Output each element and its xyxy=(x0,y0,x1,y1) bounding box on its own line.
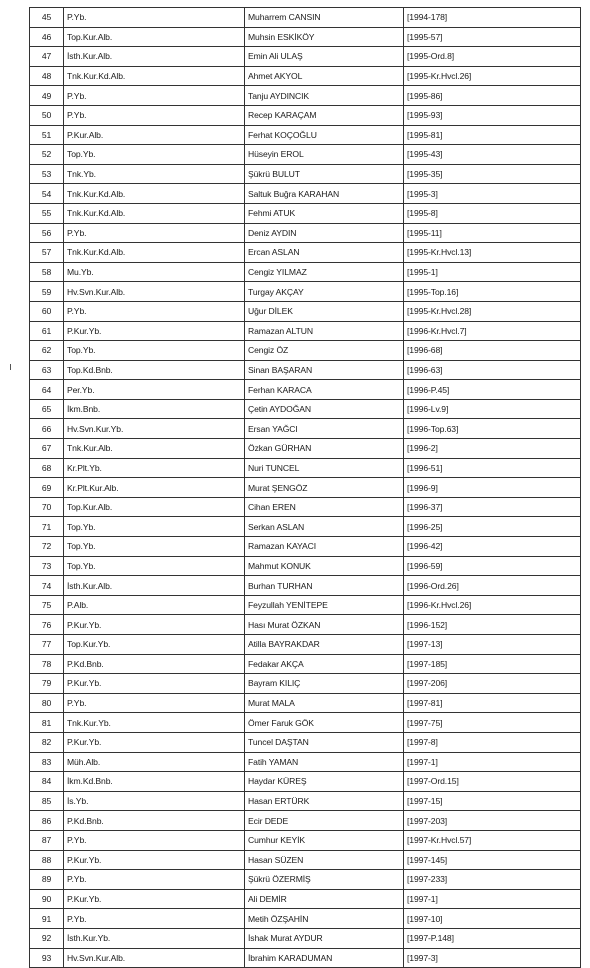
name-cell: Fedakar AKÇA xyxy=(245,654,404,674)
table-row xyxy=(30,909,581,929)
rank-cell: P.Kur.Yb. xyxy=(64,321,245,341)
reference-cell: [1996-63] xyxy=(404,360,581,380)
rank-cell: P.Kd.Bnb. xyxy=(64,811,245,831)
row-number: 57 xyxy=(30,243,64,263)
table-row xyxy=(30,164,581,184)
table-row xyxy=(30,948,581,968)
name-cell: Özkan GÜRHAN xyxy=(245,439,404,459)
row-number: 90 xyxy=(30,889,64,909)
row-number: 53 xyxy=(30,164,64,184)
rank-cell: Top.Yb. xyxy=(64,517,245,537)
row-number: 45 xyxy=(30,8,64,28)
name-cell: Murat MALA xyxy=(245,693,404,713)
rank-cell: P.Alb. xyxy=(64,595,245,615)
row-number: 82 xyxy=(30,732,64,752)
reference-cell: [1995-Top.16] xyxy=(404,282,581,302)
name-cell: Bayram KILIÇ xyxy=(245,674,404,694)
table-row xyxy=(30,341,581,361)
name-cell: Tuncel DAŞTAN xyxy=(245,732,404,752)
reference-cell: [1997-203] xyxy=(404,811,581,831)
name-cell: Metih ÖZŞAHİN xyxy=(245,909,404,929)
reference-cell: [1996-2] xyxy=(404,439,581,459)
name-cell: Haydar KÜREŞ xyxy=(245,772,404,792)
table-row xyxy=(30,66,581,86)
name-cell: Hası Murat ÖZKAN xyxy=(245,615,404,635)
reference-cell: [1997-13] xyxy=(404,635,581,655)
row-number: 55 xyxy=(30,203,64,223)
rank-cell: P.Kur.Yb. xyxy=(64,889,245,909)
rank-cell: İsth.Kur.Yb. xyxy=(64,928,245,948)
reference-cell: [1997-185] xyxy=(404,654,581,674)
rank-cell: Tnk.Kur.Alb. xyxy=(64,439,245,459)
reference-cell: [1995-93] xyxy=(404,105,581,125)
reference-cell: [1997-8] xyxy=(404,732,581,752)
row-number: 49 xyxy=(30,86,64,106)
row-number: 64 xyxy=(30,380,64,400)
table-row xyxy=(30,8,581,28)
rank-cell: Kr.Plt.Kur.Alb. xyxy=(64,478,245,498)
table-row xyxy=(30,537,581,557)
reference-cell: [1995-43] xyxy=(404,145,581,165)
rank-cell: P.Yb. xyxy=(64,105,245,125)
name-cell: İshak Murat AYDUR xyxy=(245,928,404,948)
rank-cell: P.Yb. xyxy=(64,223,245,243)
reference-cell: [1995-86] xyxy=(404,86,581,106)
name-cell: Uğur DİLEK xyxy=(245,301,404,321)
reference-cell: [1995-Kr.Hvcl.13] xyxy=(404,243,581,263)
reference-cell: [1996-51] xyxy=(404,458,581,478)
row-number: 54 xyxy=(30,184,64,204)
row-number: 74 xyxy=(30,576,64,596)
rank-cell: Müh.Alb. xyxy=(64,752,245,772)
name-cell: Tanju AYDINCIK xyxy=(245,86,404,106)
row-number: 79 xyxy=(30,674,64,694)
table-row xyxy=(30,262,581,282)
name-cell: Nuri TUNCEL xyxy=(245,458,404,478)
reference-cell: [1996-Ord.26] xyxy=(404,576,581,596)
name-cell: Ahmet AKYOL xyxy=(245,66,404,86)
rank-cell: Top.Kd.Bnb. xyxy=(64,360,245,380)
name-cell: Muhsin ESKİKÖY xyxy=(245,27,404,47)
row-number: 84 xyxy=(30,772,64,792)
margin-mark xyxy=(10,364,11,370)
name-cell: Fatih YAMAN xyxy=(245,752,404,772)
row-number: 70 xyxy=(30,497,64,517)
name-cell: Saltuk Buğra KARAHAN xyxy=(245,184,404,204)
name-cell: Şükrü ÖZERMİŞ xyxy=(245,870,404,890)
table-row xyxy=(30,145,581,165)
rank-cell: P.Yb. xyxy=(64,86,245,106)
rank-cell: Hv.Svn.Kur.Alb. xyxy=(64,948,245,968)
row-number: 65 xyxy=(30,399,64,419)
row-number: 83 xyxy=(30,752,64,772)
personnel-table xyxy=(29,7,581,968)
table-row xyxy=(30,850,581,870)
table-row xyxy=(30,399,581,419)
reference-cell: [1995-Kr.Hvcl.26] xyxy=(404,66,581,86)
table-row xyxy=(30,419,581,439)
row-number: 67 xyxy=(30,439,64,459)
name-cell: Murat ŞENGÖZ xyxy=(245,478,404,498)
rank-cell: Top.Kur.Alb. xyxy=(64,497,245,517)
table-row xyxy=(30,458,581,478)
name-cell: Ersan YAĞCI xyxy=(245,419,404,439)
reference-cell: [1996-Kr.Hvcl.26] xyxy=(404,595,581,615)
row-number: 66 xyxy=(30,419,64,439)
rank-cell: Tnk.Kur.Yb. xyxy=(64,713,245,733)
name-cell: Hasan SÜZEN xyxy=(245,850,404,870)
name-cell: Şükrü BULUT xyxy=(245,164,404,184)
rank-cell: P.Yb. xyxy=(64,909,245,929)
name-cell: Serkan ASLAN xyxy=(245,517,404,537)
name-cell: Feyzullah YENİTEPE xyxy=(245,595,404,615)
row-number: 73 xyxy=(30,556,64,576)
table-row xyxy=(30,125,581,145)
rank-cell: Top.Yb. xyxy=(64,537,245,557)
rank-cell: P.Kur.Alb. xyxy=(64,125,245,145)
rank-cell: Tnk.Kur.Kd.Alb. xyxy=(64,243,245,263)
name-cell: Ramazan KAYACI xyxy=(245,537,404,557)
reference-cell: [1996-P.45] xyxy=(404,380,581,400)
row-number: 81 xyxy=(30,713,64,733)
table-row xyxy=(30,223,581,243)
rank-cell: Hv.Svn.Kur.Yb. xyxy=(64,419,245,439)
name-cell: Fehmi ATUK xyxy=(245,203,404,223)
reference-cell: [1997-145] xyxy=(404,850,581,870)
row-number: 50 xyxy=(30,105,64,125)
reference-cell: [1997-15] xyxy=(404,791,581,811)
reference-cell: [1997-1] xyxy=(404,752,581,772)
rank-cell: P.Yb. xyxy=(64,870,245,890)
reference-cell: [1995-81] xyxy=(404,125,581,145)
rank-cell: Top.Yb. xyxy=(64,341,245,361)
reference-cell: [1995-35] xyxy=(404,164,581,184)
name-cell: Ali DEMİR xyxy=(245,889,404,909)
table-row xyxy=(30,380,581,400)
table-row xyxy=(30,27,581,47)
row-number: 78 xyxy=(30,654,64,674)
name-cell: Cihan EREN xyxy=(245,497,404,517)
row-number: 61 xyxy=(30,321,64,341)
table-row xyxy=(30,635,581,655)
reference-cell: [1997-10] xyxy=(404,909,581,929)
name-cell: Sinan BAŞARAN xyxy=(245,360,404,380)
table-row xyxy=(30,47,581,67)
rank-cell: Mu.Yb. xyxy=(64,262,245,282)
name-cell: Recep KARAÇAM xyxy=(245,105,404,125)
rank-cell: İsth.Kur.Alb. xyxy=(64,47,245,67)
table-row xyxy=(30,105,581,125)
rank-cell: Tnk.Kur.Kd.Alb. xyxy=(64,66,245,86)
table-row xyxy=(30,928,581,948)
name-cell: Cengiz ÖZ xyxy=(245,341,404,361)
table-row xyxy=(30,713,581,733)
rank-cell: P.Kd.Bnb. xyxy=(64,654,245,674)
rank-cell: P.Kur.Yb. xyxy=(64,674,245,694)
name-cell: Atilla BAYRAKDAR xyxy=(245,635,404,655)
rank-cell: Tnk.Kur.Kd.Alb. xyxy=(64,203,245,223)
rank-cell: Top.Yb. xyxy=(64,556,245,576)
rank-cell: P.Yb. xyxy=(64,693,245,713)
reference-cell: [1995-Ord.8] xyxy=(404,47,581,67)
name-cell: Cumhur KEYİK xyxy=(245,830,404,850)
reference-cell: [1997-Kr.Hvcl.57] xyxy=(404,830,581,850)
table-row xyxy=(30,830,581,850)
row-number: 68 xyxy=(30,458,64,478)
reference-cell: [1996-9] xyxy=(404,478,581,498)
row-number: 77 xyxy=(30,635,64,655)
rank-cell: P.Yb. xyxy=(64,8,245,28)
table-row xyxy=(30,693,581,713)
rank-cell: Tnk.Yb. xyxy=(64,164,245,184)
reference-cell: [1996-Top.63] xyxy=(404,419,581,439)
reference-cell: [1997-75] xyxy=(404,713,581,733)
rank-cell: Top.Yb. xyxy=(64,145,245,165)
table-row xyxy=(30,282,581,302)
table-row xyxy=(30,870,581,890)
row-number: 76 xyxy=(30,615,64,635)
reference-cell: [1995-57] xyxy=(404,27,581,47)
row-number: 88 xyxy=(30,850,64,870)
rank-cell: Per.Yb. xyxy=(64,380,245,400)
reference-cell: [1997-206] xyxy=(404,674,581,694)
rank-cell: İkm.Kd.Bnb. xyxy=(64,772,245,792)
rank-cell: P.Yb. xyxy=(64,301,245,321)
row-number: 56 xyxy=(30,223,64,243)
table-row xyxy=(30,203,581,223)
name-cell: Ferhan KARACA xyxy=(245,380,404,400)
reference-cell: [1996-25] xyxy=(404,517,581,537)
table-row xyxy=(30,576,581,596)
row-number: 89 xyxy=(30,870,64,890)
reference-cell: [1996-42] xyxy=(404,537,581,557)
reference-cell: [1996-Lv.9] xyxy=(404,399,581,419)
reference-cell: [1997-P.148] xyxy=(404,928,581,948)
rank-cell: İkm.Bnb. xyxy=(64,399,245,419)
rank-cell: Tnk.Kur.Kd.Alb. xyxy=(64,184,245,204)
table-row xyxy=(30,243,581,263)
rank-cell: Hv.Svn.Kur.Alb. xyxy=(64,282,245,302)
rank-cell: İsth.Kur.Alb. xyxy=(64,576,245,596)
table-row xyxy=(30,439,581,459)
row-number: 85 xyxy=(30,791,64,811)
row-number: 58 xyxy=(30,262,64,282)
table-row xyxy=(30,674,581,694)
name-cell: Çetin AYDOĞAN xyxy=(245,399,404,419)
reference-cell: [1997-3] xyxy=(404,948,581,968)
row-number: 51 xyxy=(30,125,64,145)
rank-cell: Top.Kur.Alb. xyxy=(64,27,245,47)
row-number: 87 xyxy=(30,830,64,850)
row-number: 52 xyxy=(30,145,64,165)
table-row xyxy=(30,615,581,635)
reference-cell: [1997-81] xyxy=(404,693,581,713)
row-number: 47 xyxy=(30,47,64,67)
name-cell: Ömer Faruk GÖK xyxy=(245,713,404,733)
table-row xyxy=(30,889,581,909)
reference-cell: [1994-178] xyxy=(404,8,581,28)
table-row xyxy=(30,184,581,204)
name-cell: Ercan ASLAN xyxy=(245,243,404,263)
table-body xyxy=(30,8,581,968)
name-cell: İbrahim KARADUMAN xyxy=(245,948,404,968)
name-cell: Burhan TURHAN xyxy=(245,576,404,596)
table-row xyxy=(30,360,581,380)
row-number: 60 xyxy=(30,301,64,321)
table-row xyxy=(30,86,581,106)
table-row xyxy=(30,321,581,341)
name-cell: Hasan ERTÜRK xyxy=(245,791,404,811)
name-cell: Muharrem CANSIN xyxy=(245,8,404,28)
name-cell: Turgay AKÇAY xyxy=(245,282,404,302)
reference-cell: [1996-59] xyxy=(404,556,581,576)
reference-cell: [1995-11] xyxy=(404,223,581,243)
name-cell: Emin Ali ULAŞ xyxy=(245,47,404,67)
row-number: 62 xyxy=(30,341,64,361)
reference-cell: [1997-1] xyxy=(404,889,581,909)
table-row xyxy=(30,301,581,321)
rank-cell: P.Kur.Yb. xyxy=(64,850,245,870)
row-number: 92 xyxy=(30,928,64,948)
row-number: 48 xyxy=(30,66,64,86)
reference-cell: [1997-233] xyxy=(404,870,581,890)
table-row xyxy=(30,478,581,498)
row-number: 80 xyxy=(30,693,64,713)
table-row xyxy=(30,497,581,517)
table-row xyxy=(30,654,581,674)
row-number: 71 xyxy=(30,517,64,537)
name-cell: Ecir DEDE xyxy=(245,811,404,831)
reference-cell: [1996-37] xyxy=(404,497,581,517)
name-cell: Cengiz YILMAZ xyxy=(245,262,404,282)
table-row xyxy=(30,772,581,792)
row-number: 75 xyxy=(30,595,64,615)
row-number: 72 xyxy=(30,537,64,557)
table-row xyxy=(30,811,581,831)
row-number: 91 xyxy=(30,909,64,929)
table-row xyxy=(30,595,581,615)
name-cell: Ferhat KOÇOĞLU xyxy=(245,125,404,145)
rank-cell: Top.Kur.Yb. xyxy=(64,635,245,655)
rank-cell: P.Yb. xyxy=(64,830,245,850)
name-cell: Ramazan ALTUN xyxy=(245,321,404,341)
reference-cell: [1996-152] xyxy=(404,615,581,635)
table-row xyxy=(30,732,581,752)
row-number: 59 xyxy=(30,282,64,302)
reference-cell: [1995-1] xyxy=(404,262,581,282)
row-number: 86 xyxy=(30,811,64,831)
row-number: 93 xyxy=(30,948,64,968)
table-row xyxy=(30,752,581,772)
reference-cell: [1997-Ord.15] xyxy=(404,772,581,792)
rank-cell: P.Kur.Yb. xyxy=(64,615,245,635)
rank-cell: İs.Yb. xyxy=(64,791,245,811)
rank-cell: P.Kur.Yb. xyxy=(64,732,245,752)
table-row xyxy=(30,517,581,537)
name-cell: Deniz AYDIN xyxy=(245,223,404,243)
reference-cell: [1995-Kr.Hvcl.28] xyxy=(404,301,581,321)
reference-cell: [1995-8] xyxy=(404,203,581,223)
table-row xyxy=(30,791,581,811)
reference-cell: [1995-3] xyxy=(404,184,581,204)
row-number: 69 xyxy=(30,478,64,498)
name-cell: Mahmut KONUK xyxy=(245,556,404,576)
row-number: 63 xyxy=(30,360,64,380)
reference-cell: [1996-Kr.Hvcl.7] xyxy=(404,321,581,341)
table-row xyxy=(30,556,581,576)
rank-cell: Kr.Plt.Yb. xyxy=(64,458,245,478)
row-number: 46 xyxy=(30,27,64,47)
reference-cell: [1996-68] xyxy=(404,341,581,361)
name-cell: Hüseyin EROL xyxy=(245,145,404,165)
